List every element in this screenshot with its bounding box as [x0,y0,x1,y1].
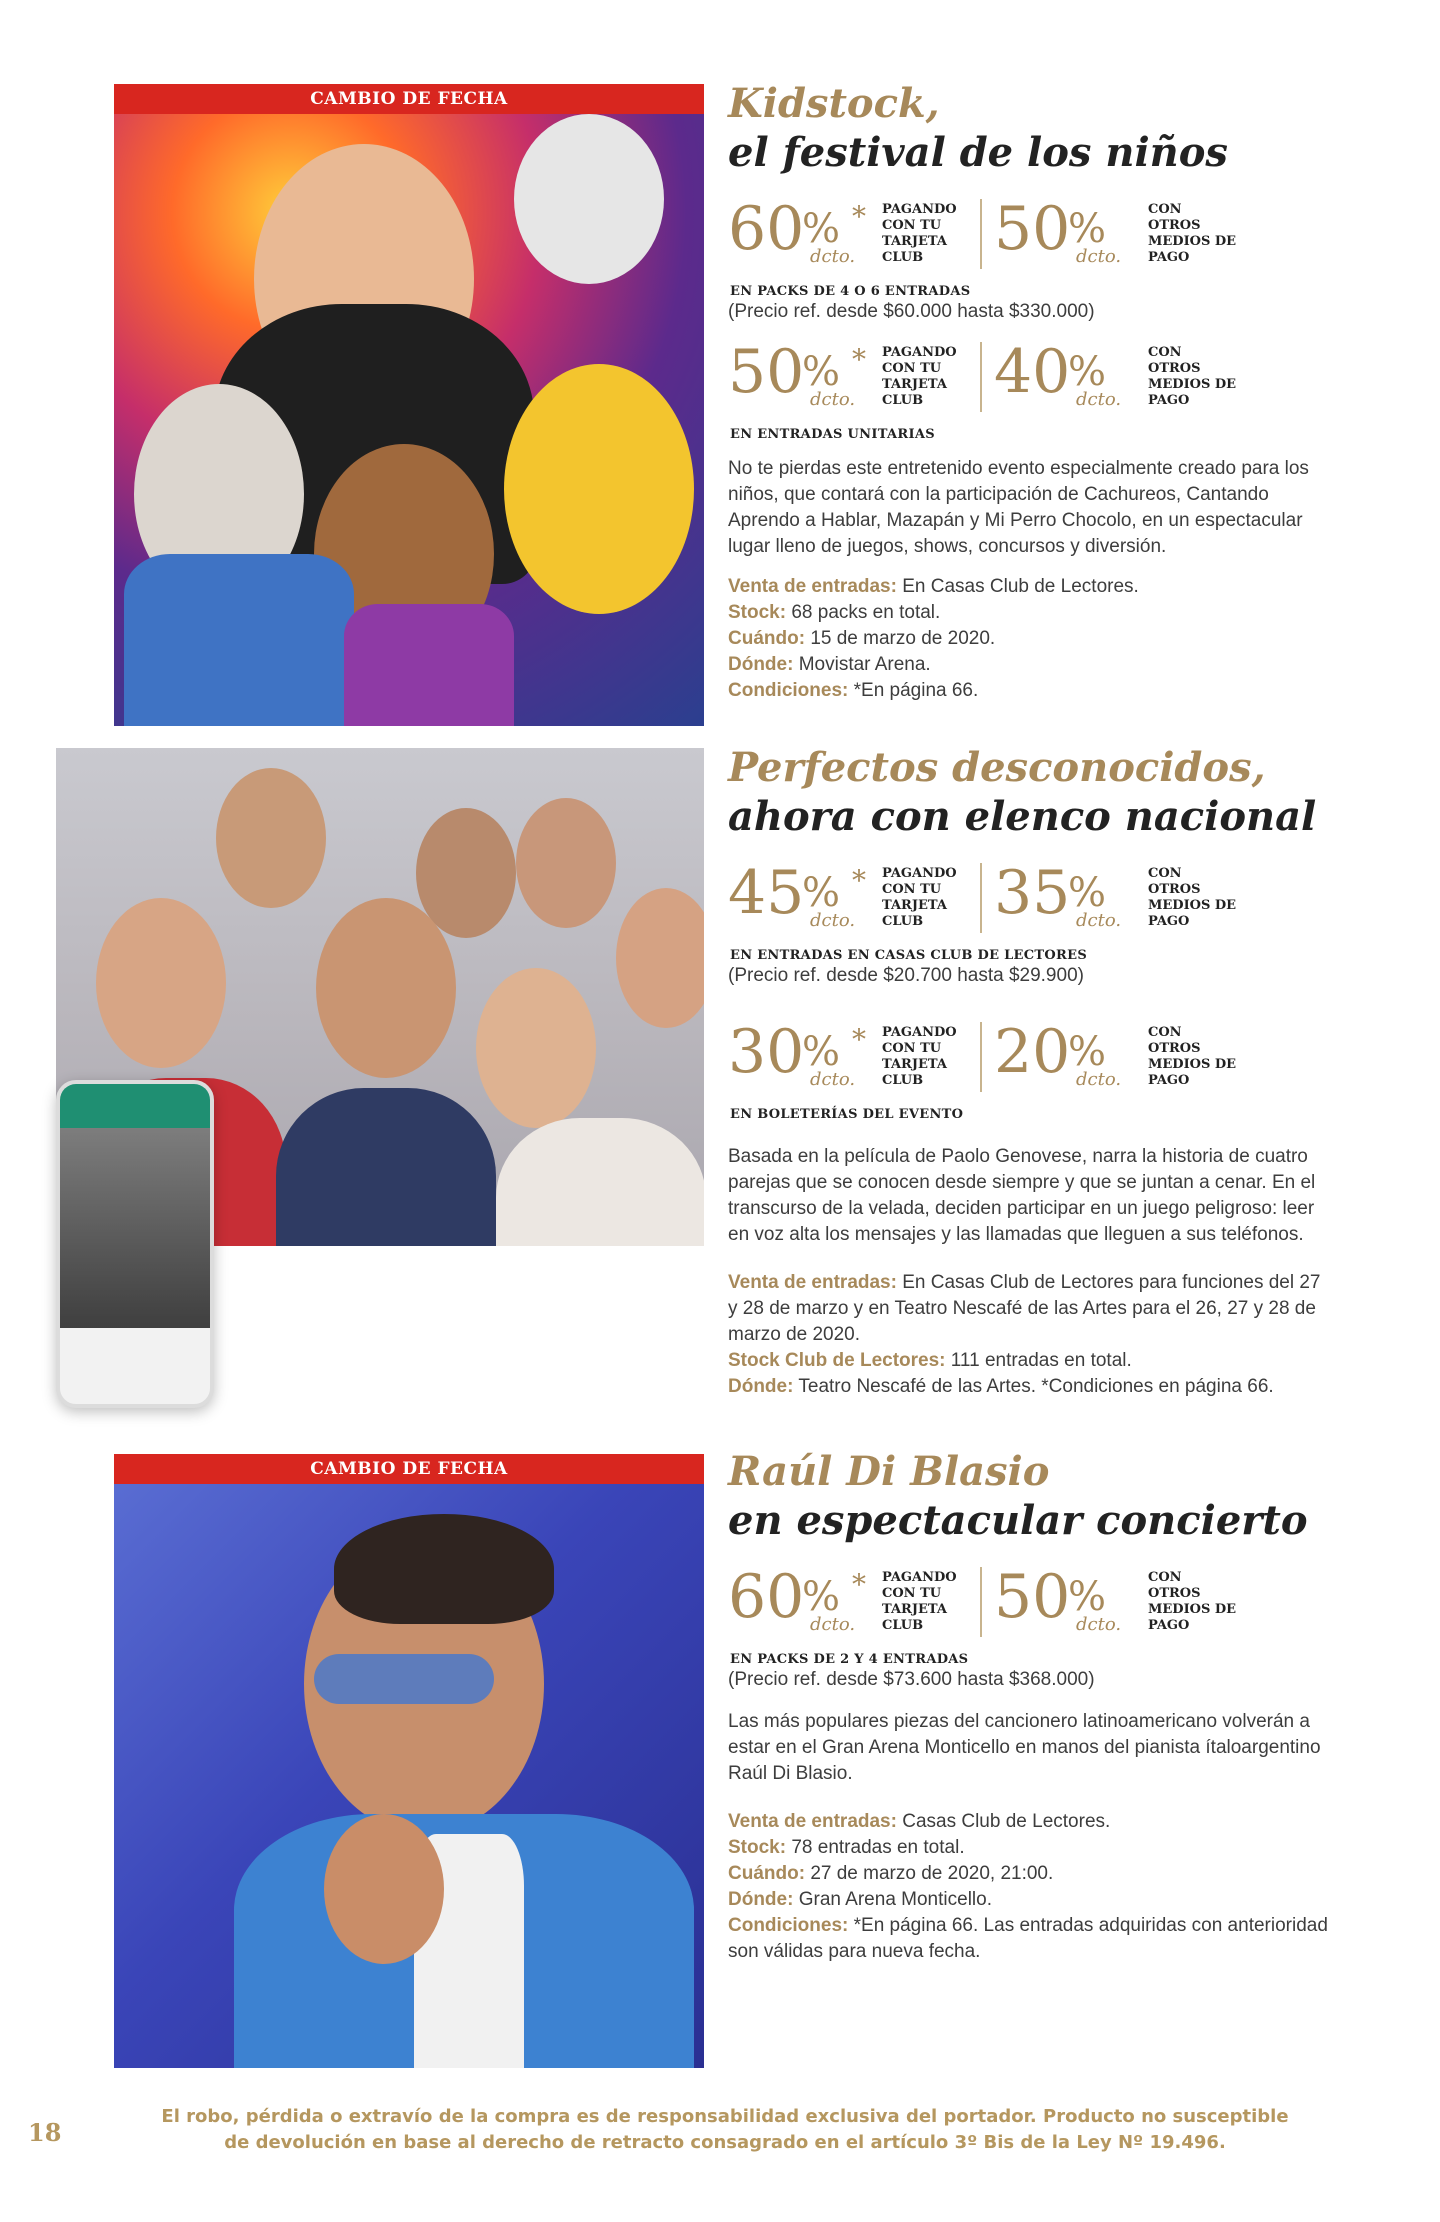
discount-condition: CON OTROS MEDIOS DE PAGO [1148,202,1237,265]
event-description: Las más populares piezas del cancionero latinoamericano volverán a estar en el Gran Arena Monticello en manos del pianista ítaloargentino Raúl Di Blasio. [728,1711,1321,1784]
info-value: 78 entradas en total. [786,1837,965,1858]
discount-percent: 20 [994,1017,1071,1087]
event-title: Raúl Di Blasio [728,1448,1050,1495]
discount-percent: 45 [728,858,805,928]
asterisk: * [852,343,866,376]
info-line [728,652,1328,678]
info-label: Venta de entradas: [728,576,897,597]
percent-sign: % [802,1574,841,1620]
dcto-label: dcto. [1076,1069,1122,1090]
discount-percent: 40 [994,337,1071,407]
info-label: Cuándo: [728,628,806,649]
info-label: Dónde: [728,1376,794,1397]
info-line [728,1887,1328,1913]
price-reference: (Precio ref. desde $20.700 hasta $29.900) [728,965,1084,986]
discount-condition: PAGANDO CON TU TARJETA CLUB [882,1570,957,1633]
info-line [728,1861,1328,1887]
info-value: 27 de marzo de 2020, 21:00. [805,1863,1054,1884]
mascot-figure [514,114,664,284]
info-value: En Casas Club de Lectores. [896,576,1139,597]
info-line [728,678,1328,704]
discount-percent: 50 [994,194,1071,264]
event-description: No te pierdas este entretenido evento especialmente creado para los niños, que contará con la participación de Cachureos, Cantando Aprendo a Hablar, Mazapán y Mi Perro Chocolo, en un espectacular lugar lleno de juegos, shows, concursos y diversión. [728,458,1309,557]
info-label: Venta de entradas: [728,1811,897,1832]
asterisk: * [852,200,866,233]
pianist-hair [334,1514,554,1624]
discount-percent: 60 [728,194,805,264]
discount-club [728,194,972,274]
price-reference: (Precio ref. desde $60.000 hasta $330.000) [728,301,1095,322]
info-value: Gran Arena Monticello. [793,1889,992,1910]
discount-condition: PAGANDO CON TU TARJETA CLUB [882,866,957,929]
discount-row [728,1009,1328,1105]
event-info [728,1270,1328,1400]
dcto-label: dcto. [810,1069,856,1090]
event-subtitle: el festival de los niños [728,129,1228,176]
info-value: 15 de marzo de 2020. [805,628,996,649]
kidstock-photo [114,84,704,726]
info-value: 68 packs en total. [786,602,941,623]
tier-note: EN ENTRADAS EN CASAS CLUB DE LECTORES [730,948,1088,963]
discount-condition: PAGANDO CON TU TARJETA CLUB [882,202,957,265]
info-line [728,626,1328,652]
info-line [728,600,1328,626]
discount-condition: PAGANDO CON TU TARJETA CLUB [882,1025,957,1088]
discount-percent: 30 [728,1017,805,1087]
discount-condition: CON OTROS MEDIOS DE PAGO [1148,345,1237,408]
discount-row [728,1554,1328,1650]
discount-condition: CON OTROS MEDIOS DE PAGO [1148,1025,1237,1088]
discount-club [728,858,972,938]
discount-percent: 50 [728,337,805,407]
discount-other [994,194,1238,274]
dcto-label: dcto. [810,389,856,410]
actor-figure [96,898,226,1068]
dcto-label: dcto. [810,910,856,931]
info-line [728,1348,1328,1374]
mascot-figure [124,554,354,726]
event-subtitle: en espectacular concierto [728,1497,1308,1544]
info-value: *En página 66. [848,680,979,701]
percent-sign: % [802,206,841,252]
price-reference: (Precio ref. desde $73.600 hasta $368.000) [728,1669,1095,1690]
info-label: Stock Club de Lectores: [728,1350,946,1371]
info-line [728,1913,1328,1965]
discount-row [728,329,1328,425]
event-title: Kidstock, [728,80,940,127]
perfectos-content [728,744,1328,1400]
discount-club [728,1017,972,1097]
raul-di-blasio-photo [114,1454,704,2068]
percent-sign: % [1068,349,1107,395]
cambio-de-fecha-banner: CAMBIO DE FECHA [114,1454,704,1484]
raul-content [728,1448,1328,1965]
cambio-de-fecha-banner: CAMBIO DE FECHA [114,84,704,114]
discount-other [994,337,1238,417]
percent-sign: % [1068,206,1107,252]
discount-condition: CON OTROS MEDIOS DE PAGO [1148,1570,1237,1633]
dcto-label: dcto. [810,246,856,267]
percent-sign: % [1068,1029,1107,1075]
info-line [728,574,1328,600]
mascot-figure [344,604,514,726]
info-label: Stock: [728,602,787,623]
discount-club [728,1562,972,1642]
tier-note: EN ENTRADAS UNITARIAS [730,427,935,442]
info-label: Venta de entradas: [728,1272,897,1293]
discount-row [728,850,1328,946]
info-line [728,1374,1328,1400]
tier-note: EN PACKS DE 4 O 6 ENTRADAS [730,284,971,299]
info-value: Teatro Nescafé de las Artes. *Condiciones en página 66. [793,1376,1274,1397]
actor-figure [496,1118,704,1246]
tier-note: EN BOLETERÍAS DEL EVENTO [730,1107,964,1122]
tier-note: EN PACKS DE 2 Y 4 ENTRADAS [730,1652,969,1667]
percent-sign: % [1068,870,1107,916]
info-line [728,1809,1328,1835]
event-description: Basada en la película de Paolo Genovese, narra la historia de cuatro parejas que se conocen desde siempre y que se juntan a cenar. En el transcurso de la velada, deciden participar en un juego peligroso: leer en voz alta los mensajes y las llamadas que lleguen a sus teléfonos. [728,1146,1316,1245]
actor-figure [476,968,596,1128]
dcto-label: dcto. [1076,910,1122,931]
legal-disclaimer: El robo, pérdida o extravío de la compra es de responsabilidad exclusiva del portador. Producto no susceptible de devolución en base al derecho de retracto consagrado en el artículo 3º Bis de la Ley Nº 19.496. [161,2106,1289,2153]
discount-condition: PAGANDO CON TU TARJETA CLUB [882,345,957,408]
dcto-label: dcto. [810,1614,856,1635]
dcto-label: dcto. [1076,246,1122,267]
discount-other [994,858,1238,938]
event-title: Perfectos desconocidos, [728,744,1266,791]
divider [980,342,982,412]
asterisk: * [852,1568,866,1601]
divider [980,1022,982,1092]
kidstock-content [728,80,1328,704]
discount-row [728,186,1328,282]
info-label: Condiciones: [728,1915,849,1936]
asterisk: * [852,864,866,897]
discount-percent: 35 [994,858,1071,928]
dcto-label: dcto. [1076,1614,1122,1635]
actor-figure [316,898,456,1078]
discount-percent: 50 [994,1562,1071,1632]
sunglasses [314,1654,494,1704]
info-value: En Casas Club de Lectores para funciones del 27 y 28 de marzo y en Teatro Nescafé de las Artes para el 26, 27 y 28 de marzo de 2020. [728,1272,1321,1345]
divider [980,1567,982,1637]
smartphone-image [56,1080,214,1408]
event-info [728,574,1328,704]
actor-figure [516,798,616,928]
actor-figure [276,1088,496,1246]
percent-sign: % [802,870,841,916]
phone-header [60,1084,210,1128]
actor-figure [216,768,326,908]
info-label: Condiciones: [728,680,849,701]
percent-sign: % [802,1029,841,1075]
percent-sign: % [802,349,841,395]
info-label: Stock: [728,1837,787,1858]
phone-screen [60,1128,210,1328]
info-value: Casas Club de Lectores. [896,1811,1111,1832]
page-number: 18 [28,2118,62,2147]
percent-sign: % [1068,1574,1107,1620]
dcto-label: dcto. [1076,389,1122,410]
info-line [728,1270,1328,1348]
discount-condition: CON OTROS MEDIOS DE PAGO [1148,866,1237,929]
info-value: *En página 66. Las entradas adquiridas con anterioridad son válidas para nueva fecha. [728,1915,1328,1962]
info-label: Dónde: [728,654,794,675]
asterisk: * [852,1023,866,1056]
divider [980,863,982,933]
info-line [728,1835,1328,1861]
pianist-hand [324,1814,444,1964]
info-label: Dónde: [728,1889,794,1910]
event-info [728,1809,1328,1965]
discount-percent: 60 [728,1562,805,1632]
discount-other [994,1562,1238,1642]
event-subtitle: ahora con elenco nacional [728,793,1317,840]
discount-club [728,337,972,417]
mascot-figure [504,364,694,614]
actor-figure [616,888,704,1028]
info-label: Cuándo: [728,1863,806,1884]
info-value: 111 entradas en total. [945,1350,1132,1371]
info-value: Movistar Arena. [793,654,931,675]
divider [980,199,982,269]
discount-other [994,1017,1238,1097]
